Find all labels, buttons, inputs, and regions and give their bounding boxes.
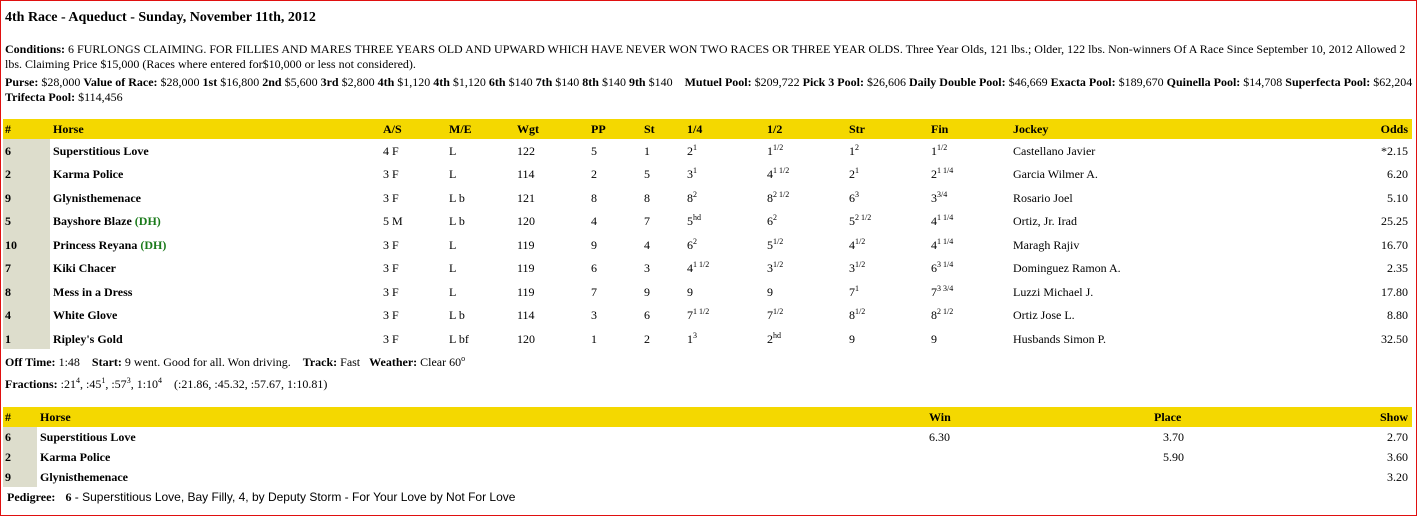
quarter-call-pos: 9	[687, 285, 693, 299]
quarter-call-pos: 8	[687, 191, 693, 205]
stretch-call-lengths: 1/2	[855, 260, 866, 269]
stretch-call-pos: 3	[849, 261, 855, 275]
header-me: M/E	[449, 122, 472, 136]
purse-label: 3rd	[320, 75, 339, 89]
medication-equipment: L	[449, 167, 457, 181]
header-quarter: 1/4	[687, 122, 703, 136]
finish-position	[931, 167, 953, 181]
purse-label: Daily Double Pool:	[908, 75, 1006, 89]
purse-label: 1st	[202, 75, 218, 89]
medication-equipment: L b	[449, 214, 465, 228]
age-sex: 3 F	[383, 308, 399, 322]
weight: 119	[517, 261, 535, 275]
horse-name-text: Princess Reyana	[53, 238, 138, 252]
start-value: 9 went. Good for all. Won driving.	[124, 355, 291, 369]
start-position: 4	[644, 238, 650, 252]
half-call-pos: 2	[767, 332, 773, 346]
age-sex: 3 F	[383, 238, 399, 252]
horse-name-text: Superstitious Love	[53, 144, 149, 158]
off-time-label: Off Time:	[5, 355, 56, 369]
quarter-call-pos: 3	[687, 167, 693, 181]
purse-value: $62,204	[1373, 75, 1413, 89]
half-call-lengths: 1 1/2	[773, 166, 790, 175]
finish-position	[931, 191, 947, 205]
half-call	[767, 261, 783, 275]
finish-position-lengths: 1 1/4	[937, 166, 954, 175]
row-number: 6	[5, 144, 11, 158]
half-call	[767, 214, 777, 228]
odds-value: 8.80	[1387, 308, 1408, 322]
purse-label: Value of Race:	[83, 75, 158, 89]
finish-position-lengths: 1 1/4	[937, 213, 954, 222]
age-sex: 3 F	[383, 167, 399, 181]
finish-position	[931, 261, 953, 275]
payout-horse-name: Glynisthemenace	[40, 470, 128, 484]
degree-symbol: o	[461, 354, 466, 363]
horse-name	[53, 214, 161, 228]
odds-value: 16.70	[1381, 238, 1408, 252]
finish-position-pos: 1	[931, 144, 937, 158]
quarter-call-lengths: hd	[693, 213, 701, 222]
weight: 114	[517, 167, 535, 181]
purse-label: Quinella Pool:	[1166, 75, 1241, 89]
post-position: 4	[591, 214, 597, 228]
purse-line	[5, 75, 1415, 105]
header-stretch: Str	[849, 122, 865, 136]
horse-name	[53, 191, 141, 205]
fraction-fifths: 4	[76, 376, 80, 385]
horse-name-text: Bayshore Blaze	[53, 214, 132, 228]
post-position: 9	[591, 238, 597, 252]
odds-value: 6.20	[1387, 167, 1408, 181]
purse-value: $140	[648, 75, 673, 89]
half-call	[767, 167, 789, 181]
weight: 120	[517, 332, 535, 346]
quarter-call	[687, 191, 697, 205]
post-position: 5	[591, 144, 597, 158]
age-sex: 3 F	[383, 285, 399, 299]
purse-label: 9th	[628, 75, 646, 89]
quarter-call-lengths: 1 1/2	[693, 307, 710, 316]
quarter-call-pos: 1	[687, 332, 693, 346]
jockey-name: Husbands Simon P.	[1013, 332, 1107, 346]
finish-position-pos: 9	[931, 332, 937, 346]
payout-row-number: 2	[5, 450, 11, 464]
quarter-call	[687, 332, 697, 346]
half-call	[767, 191, 789, 205]
stretch-call-lengths: 1	[855, 166, 859, 175]
finish-position-lengths: 2 1/2	[937, 307, 954, 316]
start-position: 3	[644, 261, 650, 275]
quarter-call-pos: 2	[687, 144, 693, 158]
half-call	[767, 332, 781, 346]
start-position: 2	[644, 332, 650, 346]
half-call-lengths: 1/2	[773, 143, 784, 152]
fraction-time: :21	[60, 377, 76, 391]
weight: 119	[517, 238, 535, 252]
medication-equipment: L b	[449, 308, 465, 322]
half-call-pos: 5	[767, 238, 773, 252]
stretch-call-lengths: 1/2	[855, 307, 866, 316]
stretch-call-pos: 7	[849, 285, 855, 299]
finish-position	[931, 144, 947, 158]
header-wgt: Wgt	[517, 122, 539, 136]
fraction-fifths: 4	[158, 376, 163, 385]
finish-position-lengths: 1/2	[937, 143, 948, 152]
half-call-pos: 6	[767, 214, 773, 228]
half-call-lengths: 2	[773, 213, 777, 222]
half-call-lengths: 1/2	[773, 260, 784, 269]
stretch-call-pos: 8	[849, 308, 855, 322]
quarter-call-pos: 5	[687, 214, 693, 228]
start-label: Start:	[91, 355, 122, 369]
fractions-line: Fractions: $:21^4$, $:45^1$, $:57^3$, $1:10^4$ (:21.86, :45.32, :57.67, 1:10.81)	[5, 376, 328, 391]
purse-label: 6th	[488, 75, 506, 89]
payout-horse-name: Superstitious Love	[40, 430, 136, 444]
page-title: 4th Race - Aqueduct - Sunday, November 11th, 2012	[5, 10, 316, 25]
start-position: 7	[644, 214, 650, 228]
horse-name-text: Ripley's Gold	[53, 332, 123, 346]
half-call-pos: 1	[767, 144, 773, 158]
horse-name-text: Kiki Chacer	[53, 261, 116, 275]
show-payout: 3.60	[1387, 450, 1408, 464]
age-sex: 3 F	[383, 191, 399, 205]
conditions-label: Conditions:	[5, 42, 66, 56]
half-call-lengths: hd	[773, 331, 781, 340]
finish-position-pos: 3	[931, 191, 937, 205]
fraction-time: :45	[86, 377, 102, 391]
weight: 120	[517, 214, 535, 228]
age-sex: 5 M	[383, 214, 403, 228]
purse-label: Purse:	[5, 75, 39, 89]
medication-equipment: L	[449, 285, 457, 299]
payout-horse-name: Karma Police	[40, 450, 111, 464]
header-half: 1/2	[767, 122, 783, 136]
jockey-name: Dominguez Ramon A.	[1013, 261, 1121, 275]
quarter-call	[687, 261, 709, 275]
off-time-line	[5, 355, 465, 370]
stretch-call-pos: 1	[849, 144, 855, 158]
purse-label: Trifecta Pool:	[5, 90, 76, 104]
off-time-value: 1:48	[58, 355, 80, 369]
start-position: 1	[644, 144, 650, 158]
purse-value: $1,120	[397, 75, 431, 89]
quarter-call-pos: 6	[687, 238, 693, 252]
finish-position	[931, 214, 953, 228]
medication-equipment: L	[449, 144, 457, 158]
horse-name-text: Mess in a Dress	[53, 285, 133, 299]
horse-name	[53, 238, 166, 252]
odds-value: *2.15	[1381, 144, 1408, 158]
stretch-call	[849, 191, 859, 205]
horse-name	[53, 285, 132, 299]
finish-position-pos: 8	[931, 308, 937, 322]
row-number: 7	[5, 261, 11, 275]
header-as: A/S	[383, 122, 402, 136]
weight: 114	[517, 308, 535, 322]
half-call	[767, 144, 783, 158]
purse-value: $1,120	[452, 75, 486, 89]
header-st: St	[644, 122, 655, 136]
payout-header-horse: Horse	[40, 410, 71, 424]
row-number: 8	[5, 285, 11, 299]
jockey-name: Garcia Wilmer A.	[1013, 167, 1098, 181]
medication-equipment: L b	[449, 191, 465, 205]
quarter-call	[687, 144, 697, 158]
purse-value: $16,800	[220, 75, 260, 89]
half-call-lengths: 1/2	[773, 237, 784, 246]
fractions-decimal: (:21.86, :45.32, :57.67, 1:10.81)	[174, 377, 328, 391]
stretch-call	[849, 167, 859, 181]
finish-position-lengths: 3/4	[937, 190, 948, 199]
odds-value: 2.35	[1387, 261, 1408, 275]
stretch-call-lengths: 3	[855, 190, 859, 199]
half-call-pos: 4	[767, 167, 773, 181]
row-number: 2	[5, 167, 11, 181]
purse-label: 7th	[535, 75, 553, 89]
half-call-pos: 9	[767, 285, 773, 299]
stretch-call-lengths: 2 1/2	[855, 213, 872, 222]
header-num: #	[5, 122, 11, 136]
post-position: 6	[591, 261, 597, 275]
header-pp: PP	[591, 122, 606, 136]
horse-name	[53, 167, 123, 181]
horse-name-text: Glynisthemenace	[53, 191, 141, 205]
quarter-call-lengths: 1	[693, 143, 697, 152]
payout-header-place: Place	[1154, 410, 1182, 424]
stretch-call-lengths: 1/2	[855, 237, 866, 246]
show-payout: 3.20	[1387, 470, 1408, 484]
dead-heat-tag: (DH)	[140, 238, 167, 252]
purse-label: 4th	[377, 75, 395, 89]
stretch-call	[849, 238, 865, 252]
fraction-fifths: 3	[126, 376, 131, 385]
age-sex: 4 F	[383, 144, 399, 158]
quarter-call-lengths: 1	[693, 166, 697, 175]
header-odds: Odds	[1380, 122, 1408, 136]
row-number: 1	[5, 332, 11, 346]
purse-value: $28,000	[160, 75, 200, 89]
conditions-text: 6 FURLONGS CLAIMING. FOR FILLIES AND MARES THREE YEARS OLD AND UPWARD WHICH HAVE NEVER WON TWO RACES OR THREE YEAR OLDS. Three Year Olds, 121 lbs.; Older, 122 lbs. Non-winners Of A Race Since September 10, 2012 Allowed 2 lbs. Claiming Price $15,000 (Races where entered for$10,000 or less not considered).	[5, 42, 1406, 71]
purse-value: $46,669	[1008, 75, 1048, 89]
finish-position-pos: 7	[931, 285, 937, 299]
horse-name-text: White Glove	[53, 308, 118, 322]
row-number: 4	[5, 308, 11, 322]
odds-value: 5.10	[1387, 191, 1408, 205]
show-payout: 2.70	[1387, 430, 1408, 444]
finish-position-pos: 2	[931, 167, 937, 181]
purse-value: $140	[601, 75, 626, 89]
header-jockey: Jockey	[1013, 122, 1049, 136]
purse-value: $209,722	[754, 75, 800, 89]
quarter-call-pos: 7	[687, 308, 693, 322]
jockey-name: Ortiz Jose L.	[1013, 308, 1075, 322]
stretch-call-pos: 6	[849, 191, 855, 205]
fraction-fifths: 1	[101, 376, 106, 385]
quarter-call	[687, 214, 701, 228]
post-position: 7	[591, 285, 597, 299]
purse-value: $189,670	[1118, 75, 1164, 89]
pedigree-text: - Superstitious Love, Bay Filly, 4, by Deputy Storm - For Your Love by Not For Love	[74, 490, 516, 504]
purse-label: 4th	[433, 75, 450, 89]
race-conditions	[5, 42, 1415, 72]
purse-value: $2,800	[341, 75, 375, 89]
stretch-call	[849, 308, 865, 322]
dead-heat-tag: (DH)	[134, 214, 161, 228]
win-payout: 6.30	[929, 430, 950, 444]
stretch-call-lengths: 2	[855, 143, 859, 152]
jockey-name: Castellano Javier	[1013, 144, 1096, 158]
finish-position-lengths: 1 1/4	[937, 237, 954, 246]
purse-value: $14,708	[1243, 75, 1283, 89]
fraction-time: :57	[111, 377, 127, 391]
purse-label: Pick 3 Pool:	[802, 75, 864, 89]
quarter-call-lengths: 3	[693, 331, 697, 340]
stretch-call-lengths: 1	[855, 284, 859, 293]
start-position: 5	[644, 167, 650, 181]
stretch-call-pos: 4	[849, 238, 855, 252]
stretch-call-pos: 9	[849, 332, 855, 346]
payout-header-num: #	[5, 410, 11, 424]
stretch-call	[849, 285, 859, 299]
half-call	[767, 308, 783, 322]
finish-position-pos: 4	[931, 238, 937, 252]
quarter-call	[687, 285, 693, 299]
purse-value: $140	[508, 75, 533, 89]
quarter-call	[687, 238, 697, 252]
stretch-call-pos: 2	[849, 167, 855, 181]
weather-label: Weather:	[369, 355, 418, 369]
stretch-call-pos: 5	[849, 214, 855, 228]
purse-value: $140	[555, 75, 580, 89]
medication-equipment: L	[449, 261, 457, 275]
jockey-name: Rosario Joel	[1013, 191, 1073, 205]
start-position: 8	[644, 191, 650, 205]
post-position: 2	[591, 167, 597, 181]
medication-equipment: L bf	[449, 332, 469, 346]
horse-name	[53, 261, 116, 275]
place-payout: 3.70	[1163, 430, 1184, 444]
jockey-name: Luzzi Michael J.	[1013, 285, 1094, 299]
half-call-lengths: 1/2	[773, 307, 784, 316]
payout-row-number: 9	[5, 470, 11, 484]
post-position: 3	[591, 308, 597, 322]
payout-header-show: Show	[1379, 410, 1408, 424]
row-number: 10	[5, 238, 17, 252]
weight: 119	[517, 285, 535, 299]
medication-equipment: L	[449, 238, 457, 252]
finish-position	[931, 238, 953, 252]
payout-row-number: 6	[5, 430, 11, 444]
stretch-call	[849, 261, 865, 275]
half-call	[767, 285, 773, 299]
finish-position	[931, 332, 937, 346]
half-call-pos: 8	[767, 191, 773, 205]
place-payout: 5.90	[1163, 450, 1184, 464]
quarter-call-lengths: 2	[693, 190, 697, 199]
purse-label: 8th	[582, 75, 599, 89]
horse-name	[53, 308, 117, 322]
row-number: 5	[5, 214, 11, 228]
fraction-time: 1:10	[136, 377, 159, 391]
purse-label: Exacta Pool:	[1050, 75, 1116, 89]
results-header-bar	[3, 119, 1412, 139]
odds-value: 17.80	[1381, 285, 1408, 299]
weather-value: Clear 60	[420, 355, 462, 369]
payout-header-win: Win	[929, 410, 951, 424]
purse-label: Superfecta Pool:	[1285, 75, 1371, 89]
purse-value: $5,600	[284, 75, 318, 89]
purse-label: Mutuel Pool:	[684, 75, 752, 89]
finish-position	[931, 285, 953, 299]
horse-name	[53, 144, 149, 158]
quarter-call-lengths: 1 1/2	[693, 260, 710, 269]
stretch-call	[849, 332, 855, 346]
finish-position-pos: 4	[931, 214, 937, 228]
half-call-lengths: 2 1/2	[773, 190, 790, 199]
post-position: 8	[591, 191, 597, 205]
quarter-call-pos: 4	[687, 261, 693, 275]
purse-value: $114,456	[78, 90, 123, 104]
half-call-pos: 7	[767, 308, 773, 322]
jockey-name: Maragh Rajiv	[1013, 238, 1080, 252]
start-position: 6	[644, 308, 650, 322]
purse-value: $28,000	[41, 75, 81, 89]
purse-label: 2nd	[262, 75, 282, 89]
header-horse: Horse	[53, 122, 84, 136]
horse-name	[53, 332, 123, 346]
track-label: Track:	[302, 355, 338, 369]
stretch-call	[849, 214, 871, 228]
finish-position	[931, 308, 953, 322]
weight: 121	[517, 191, 535, 205]
horse-name-text: Karma Police	[53, 167, 124, 181]
fractions-label: Fractions:	[5, 377, 58, 391]
quarter-call	[687, 167, 697, 181]
quarter-call-lengths: 2	[693, 237, 697, 246]
start-position: 9	[644, 285, 650, 299]
jockey-name: Ortiz, Jr. Irad	[1013, 214, 1077, 228]
purse-value: $26,606	[866, 75, 906, 89]
weight: 122	[517, 144, 535, 158]
pedigree-line	[7, 490, 515, 505]
pedigree-number: 6	[65, 490, 72, 504]
age-sex: 3 F	[383, 261, 399, 275]
stretch-call	[849, 144, 859, 158]
odds-value: 25.25	[1381, 214, 1408, 228]
finish-position-lengths: 3 3/4	[937, 284, 954, 293]
post-position: 1	[591, 332, 597, 346]
pedigree-label: Pedigree:	[7, 490, 56, 504]
header-finish: Fin	[931, 122, 949, 136]
finish-position-lengths: 3 1/4	[937, 260, 954, 269]
finish-position-pos: 6	[931, 261, 937, 275]
half-call-pos: 3	[767, 261, 773, 275]
half-call	[767, 238, 783, 252]
age-sex: 3 F	[383, 332, 399, 346]
payouts-header-bar	[3, 407, 1412, 427]
odds-value: 32.50	[1381, 332, 1408, 346]
quarter-call	[687, 308, 709, 322]
row-number: 9	[5, 191, 11, 205]
track-value: Fast	[340, 355, 361, 369]
